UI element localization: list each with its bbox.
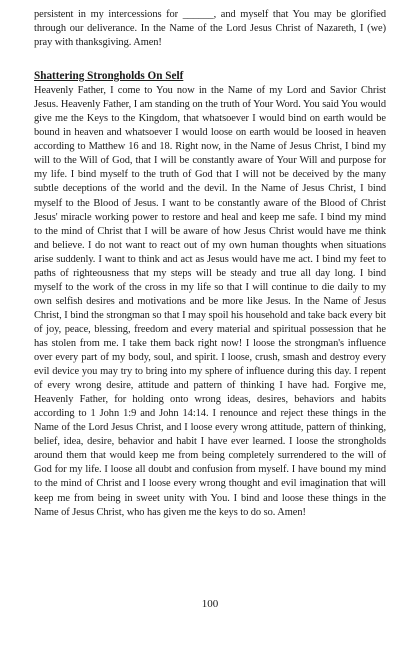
page-number: 100: [201, 598, 219, 610]
prayer-paragraph: Heavenly Father, I come to You now in the Name of my Lord and Savior Christ Jesus. Heavenly Father, I am standing on the truth of Your Word. You said You would give me the Keys to the Kingdom, that whatsoever I would bind on earth would be bound in heaven and whatsoever I would loose on earth would be loosed in heaven according to Matthew 16 and 18. Right now, in the Name of Jesus Christ, I bind my will to the Will of God, that I will be constantly aware of Your Will and purpose for my life. I bind myself to the truth of God that I will not be deceived by the many subtle deceptions of the world and the devil. In the Name of Jesus Christ, I bind myself to the Blood of Jesus. I want to be constantly aware of the Blood of Christ Jesus' miracle working power to restore and heal and keep me safe. I bind my mind to the mind of Christ that I will be aware of how Jesus Christ would have me think and believe. I do not want to react out of my own human thoughts when situations arise suddenly. I want to think and act as Jesus would have me act. I bind my feet to paths of righteousness that my steps will be steady and true all day long. I bind myself to the work of the cross in my life so that I will continue to die daily to my own selfish desires and motivations and be more like Jesus. In the Name of Jesus Christ, I bind the strongman so that I may spoil his household and take back every bit of joy, peace, blessing, freedom and every material and spiritual possession that he has stolen from me. I take them back right now! I loose the strongman's influence over every part of my body, soul, and spirit. I loose, crush, smash and destroy every evil device you may try to bring into my sphere of influence during this day. I repent of every wrong desire, attitude and pattern of thinking I have had. Forgive me, Heavenly Father, for holding onto wrong ideas, desires, behaviors and habits according to 1 John 1:9 and John 14:14. I renounce and reject these things in the Name of the Lord Jesus Christ, and I loose every wrong attitude, pattern of thinking, belief, idea, desire, behavior and habit I have ever learned. I loose the strongholds around them that would keep me from being completely surrendered to the will of God for my life. I loose all doubt and confusion from myself. I have bound my mind to the mind of Christ and I loose every wrong thought and evil imagination that will keep me from being in sweet unity with You. I bind and loose these things in the Name of Jesus Christ, who has given me the keys to do so. Amen!: [34, 85, 386, 518]
section-heading: Shattering Strongholds On Self: [34, 70, 184, 83]
intro-paragraph: persistent in my intercessions for ______, and myself that You may be glorified through our deliverance. In the Name of the Lord Jesus Christ of Nazareth, I (we) pray with thanksgiving. Amen!: [34, 9, 386, 49]
